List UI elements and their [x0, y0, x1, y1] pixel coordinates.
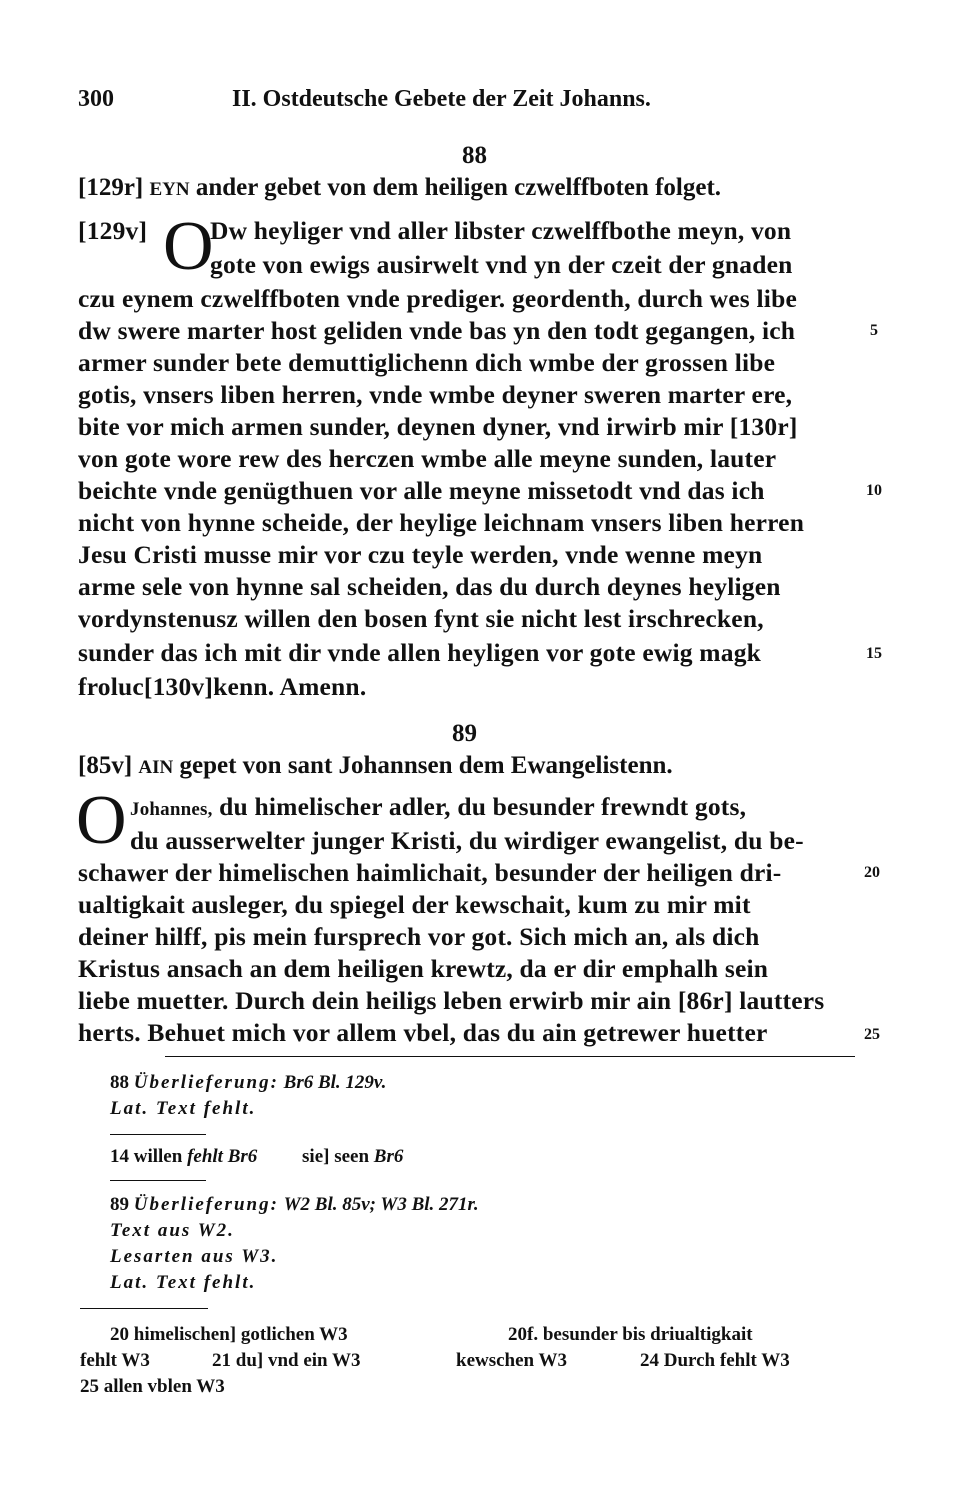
text-line: beichte vnde genügthuen vor alle meyne missetodt vnd das ich	[78, 476, 765, 505]
variant-line: 20 himelischen] gotlichen W3	[110, 1324, 348, 1345]
note-line: Lat. Text fehlt.	[110, 1098, 257, 1119]
variant-line: 21 du] vnd ein W3	[212, 1350, 361, 1371]
line-number: 15	[866, 645, 882, 662]
text-line: Jesu Cristi musse mir vor czu teyle werden, vnde wenne meyn	[78, 540, 763, 569]
drop-initial: O	[76, 782, 127, 859]
line-number: 20	[864, 864, 880, 881]
text-line: schawer der himelischen haimlichait, besunder der heiligen dri-	[78, 858, 782, 887]
text-line: gote von ewigs ausirwelt vnd yn der czeit der gnaden	[210, 250, 793, 279]
variant-line: 24 Durch fehlt W3	[640, 1350, 790, 1371]
text-line: froluc[130v]kenn. Amenn.	[78, 672, 367, 701]
divider	[110, 1134, 206, 1135]
text-line: herts. Behuet mich vor allem vbel, das du ain getrewer huetter	[78, 1018, 768, 1047]
divider	[110, 1180, 206, 1181]
running-title: II. Ostdeutsche Gebete der Zeit Johanns.	[232, 86, 651, 112]
variant-line: kewschen W3	[456, 1350, 568, 1371]
heading-initial-word: AIN	[138, 757, 174, 778]
drop-initial: O	[163, 208, 214, 285]
divider	[165, 1056, 855, 1057]
variant-line: 20f. besunder bis driualtigkait	[508, 1324, 753, 1345]
note-line: 88 Überlieferung: Br6 Bl. 129v.	[110, 1072, 387, 1093]
text-line: czu eynem czwelffboten vnde prediger. geordenth, durch wes libe	[78, 284, 797, 313]
folio-ref: [129v]	[78, 216, 148, 245]
first-word: Johannes,	[130, 799, 213, 820]
prayer-number: 88	[462, 142, 487, 169]
folio-ref: [129r]	[78, 174, 144, 201]
text-line: von gote wore rew des herczen wmbe alle meyne sunden, lauter	[78, 444, 777, 473]
divider	[80, 1308, 208, 1309]
prayer-heading	[78, 752, 673, 780]
folio-ref: [85v]	[78, 752, 133, 779]
text-line: nicht von hynne scheide, der heylige leichnam vnsers liben herren	[78, 508, 805, 537]
text-line: deiner hilff, pis mein fursprech vor got. Sich mich an, als dich	[78, 922, 760, 951]
heading-initial-word: EYN	[149, 179, 190, 200]
text-line: sunder das ich mit dir vnde allen heyligen vor gote ewig magk	[78, 638, 762, 667]
text-line: Kristus ansach an dem heiligen krewtz, da er dir emphalh sein	[78, 954, 769, 983]
note-line: 89 Überlieferung: W2 Bl. 85v; W3 Bl. 271r.	[110, 1194, 479, 1215]
heading-text: gepet von sant Johannsen dem Ewangelistenn.	[179, 752, 673, 779]
text-line: du ausserwelter junger Kristi, du wirdiger ewangelist, du be-	[130, 826, 804, 855]
line-number: 10	[866, 482, 882, 499]
text-line: liebe muetter. Durch dein heiligs leben erwirb mir ain [86r] lautters	[78, 986, 825, 1015]
text-line: gotis, vnsers liben herren, vnde wmbe deyner sweren marter ere,	[78, 380, 793, 409]
page-number: 300	[78, 86, 114, 112]
note-line: Lesarten aus W3.	[110, 1246, 279, 1267]
text-line: bite vor mich armen sunder, deynen dyner, vnd irwirb mir [130r]	[78, 412, 798, 441]
note-line: Text aus W2.	[110, 1220, 235, 1241]
variant-line: 14 willen fehlt Br6 sie] seen Br6	[110, 1146, 404, 1167]
text-line: ualtigkait ausleger, du spiegel der kewschait, kum zu mir mit	[78, 890, 751, 919]
heading-text: ander gebet von dem heiligen czwelffboten folget.	[195, 174, 722, 201]
text-line: armer sunder bete demuttiglichenn dich wmbe der grossen libe	[78, 348, 776, 377]
line-number: 25	[864, 1026, 880, 1043]
variant-line: 25 allen vblen W3	[80, 1376, 225, 1397]
text-line: arme sele von hynne sal scheiden, das du durch deynes heyligen	[78, 572, 781, 601]
prayer-number: 89	[452, 720, 477, 747]
text-line: Dw heyliger vnd aller libster czwelffbothe meyn, von	[210, 216, 792, 245]
text-line: vordynstenusz willen den bosen fynt sie nicht lest irschrecken,	[78, 604, 764, 633]
text-line: Johannes, du himelischer adler, du besunder frewndt gots,	[130, 792, 747, 821]
text-line: dw swere marter host geliden vnde bas yn den todt gegangen, ich	[78, 316, 796, 345]
note-line: Lat. Text fehlt.	[110, 1272, 257, 1293]
prayer-heading	[78, 174, 721, 202]
line-number: 5	[870, 322, 878, 339]
variant-line: fehlt W3	[80, 1350, 150, 1371]
